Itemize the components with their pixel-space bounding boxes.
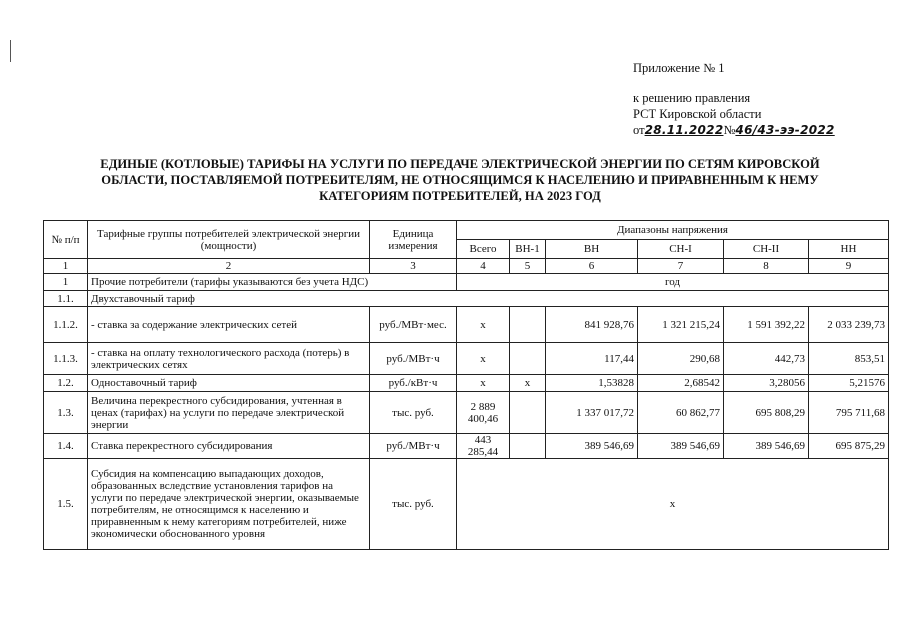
header-unit: Единица измерения <box>370 221 457 259</box>
value-cell <box>510 343 546 375</box>
scan-edge-mark <box>10 40 11 62</box>
value-cell: 5,21576 <box>809 375 889 392</box>
value-cell <box>510 392 546 434</box>
row-num: 1.2. <box>44 375 88 392</box>
header-col-total: Всего <box>457 240 510 259</box>
value-cell: 3,28056 <box>724 375 809 392</box>
row-name: Величина перекрестного субсидирования, учтенная в ценах (тарифах) на услуги по передаче электрической энергии <box>88 392 370 434</box>
value-cell <box>510 307 546 343</box>
row-num: 1 <box>44 274 88 291</box>
value-cell: 795 711,68 <box>809 392 889 434</box>
row-unit: руб./МВт·ч <box>370 434 457 459</box>
index-cell: 1 <box>44 259 88 274</box>
merged-value-cell: х <box>457 459 889 550</box>
index-cell: 7 <box>638 259 724 274</box>
title-line-1: ЕДИНЫЕ (КОТЛОВЫЕ) ТАРИФЫ НА УСЛУГИ ПО ПЕРЕДАЧЕ ЭЛЕКТРИЧЕСКОЙ ЭНЕРГИИ ПО СЕТЯМ КИРОВСКОЙ <box>100 157 820 171</box>
table-row <box>44 392 889 434</box>
row-num: 1.3. <box>44 392 88 434</box>
header-col-sn2: СН-II <box>724 240 809 259</box>
table-row <box>44 291 889 307</box>
value-cell: 389 546,69 <box>638 434 724 459</box>
title-line-2: ОБЛАСТИ, ПОСТАВЛЯЕМОЙ ПОТРЕБИТЕЛЯМ, НЕ ОТНОСЯЩИМСЯ К НАСЕЛЕНИЮ И ПРИРАВНЕННЫМ К НЕМУ <box>101 173 819 187</box>
header-row-1 <box>44 221 889 240</box>
row-name: Прочие потребители (тарифы указываются без учета НДС) <box>88 274 457 291</box>
value-cell: 1,53828 <box>546 375 638 392</box>
number-prefix: № <box>723 123 736 137</box>
value-cell: х <box>457 307 510 343</box>
row-name: Субсидия на компенсацию выпадающих доходов, образованных вследствие установления тарифов на услуги по передаче электрической энергии, оказываемые потребителям, не относящимся к населению и приравненным к нему категориям потребителей, ниже экономически обоснованного уровня <box>88 459 370 550</box>
document-title <box>60 156 860 204</box>
date-prefix: от <box>633 123 645 137</box>
row-num: 1.1. <box>44 291 88 307</box>
tariff-table <box>43 220 889 550</box>
index-row <box>44 259 889 274</box>
index-cell: 6 <box>546 259 638 274</box>
value-cell: 1 337 017,72 <box>546 392 638 434</box>
row-name: Одноставочный тариф <box>88 375 370 392</box>
value-cell: 853,51 <box>809 343 889 375</box>
appendix-decision: к решению правления <box>633 91 751 105</box>
header-group: Тарифные группы потребителей электрической энергии (мощности) <box>88 221 370 259</box>
row-unit: руб./МВт·ч <box>370 343 457 375</box>
value-cell: 695 875,29 <box>809 434 889 459</box>
value-cell: 443 285,44 <box>457 434 510 459</box>
table-row <box>44 307 889 343</box>
row-name: - ставка за содержание электрических сетей <box>88 307 370 343</box>
value-cell: 389 546,69 <box>546 434 638 459</box>
header-col-sn1: СН-I <box>638 240 724 259</box>
index-cell: 3 <box>370 259 457 274</box>
row-period: год <box>457 274 889 291</box>
row-unit: тыс. руб. <box>370 392 457 434</box>
table-row <box>44 343 889 375</box>
value-cell <box>510 434 546 459</box>
value-cell: 1 591 392,22 <box>724 307 809 343</box>
value-cell: х <box>510 375 546 392</box>
value-cell: 2 889 400,46 <box>457 392 510 434</box>
appendix-authority: РСТ Кировской области <box>633 107 762 121</box>
row-unit: руб./МВт·мес. <box>370 307 457 343</box>
row-num: 1.4. <box>44 434 88 459</box>
value-cell: 389 546,69 <box>724 434 809 459</box>
table-row <box>44 274 889 291</box>
table-row <box>44 459 889 550</box>
row-name: Ставка перекрестного субсидирования <box>88 434 370 459</box>
table-row <box>44 375 889 392</box>
header-col-vn: ВН <box>546 240 638 259</box>
row-num: 1.5. <box>44 459 88 550</box>
row-num: 1.1.3. <box>44 343 88 375</box>
handwritten-number: 46/43-ээ-2022 <box>735 123 835 137</box>
value-cell: 695 808,29 <box>724 392 809 434</box>
header-col-nn: НН <box>809 240 889 259</box>
header-ranges: Диапазоны напряжения <box>457 221 889 240</box>
row-unit: руб./кВт·ч <box>370 375 457 392</box>
value-cell: 1 321 215,24 <box>638 307 724 343</box>
value-cell: 2,68542 <box>638 375 724 392</box>
handwritten-date: 28.11.2022 <box>644 123 724 137</box>
index-cell: 8 <box>724 259 809 274</box>
value-cell: х <box>457 343 510 375</box>
value-cell: 442,73 <box>724 343 809 375</box>
row-name: - ставка на оплату технологического расхода (потерь) в электрических сетях <box>88 343 370 375</box>
value-cell: 60 862,77 <box>638 392 724 434</box>
value-cell: х <box>457 375 510 392</box>
row-num: 1.1.2. <box>44 307 88 343</box>
row-unit: тыс. руб. <box>370 459 457 550</box>
table-row <box>44 434 889 459</box>
row-name: Двухставочный тариф <box>88 291 889 307</box>
header-num: № п/п <box>44 221 88 259</box>
appendix-date-line <box>633 122 835 138</box>
index-cell: 4 <box>457 259 510 274</box>
value-cell: 290,68 <box>638 343 724 375</box>
value-cell: 2 033 239,73 <box>809 307 889 343</box>
index-cell: 5 <box>510 259 546 274</box>
header-col-vn1: ВН-1 <box>510 240 546 259</box>
index-cell: 2 <box>88 259 370 274</box>
value-cell: 117,44 <box>546 343 638 375</box>
appendix-block <box>633 60 835 138</box>
title-line-3: КАТЕГОРИЯМ ПОТРЕБИТЕЛЕЙ, НА 2023 ГОД <box>319 189 601 203</box>
index-cell: 9 <box>809 259 889 274</box>
appendix-number: Приложение № 1 <box>633 61 725 75</box>
value-cell: 841 928,76 <box>546 307 638 343</box>
